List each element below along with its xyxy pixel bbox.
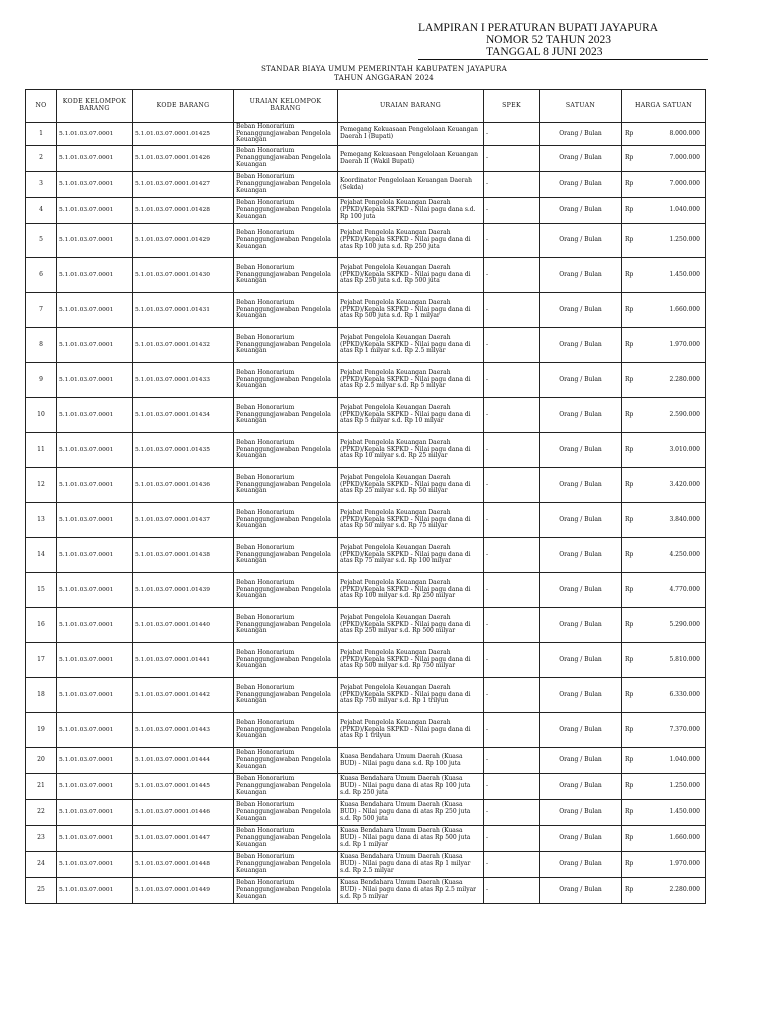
price-value: 6.330.000 — [669, 690, 700, 698]
table-row — [26, 573, 706, 608]
table-row — [26, 363, 706, 398]
row-number: 11 — [26, 433, 57, 468]
currency-label: Rp — [625, 860, 634, 868]
satuan-cell: Orang / Bulan — [540, 293, 622, 328]
row-number: 6 — [26, 258, 57, 293]
spek-cell: - — [484, 713, 540, 748]
table-row — [26, 713, 706, 748]
kode-barang-cell: 5.1.01.03.07.0001.01427 — [133, 172, 234, 198]
satuan-cell: Orang / Bulan — [540, 172, 622, 198]
row-number: 10 — [26, 398, 57, 433]
spek-cell: - — [484, 503, 540, 538]
kode-kelompok-cell: 5.1.01.03.07.0001 — [57, 800, 133, 826]
kode-kelompok-cell: 5.1.01.03.07.0001 — [57, 608, 133, 643]
uraian-kelompok-cell: Beban Honorarium Penanggungjawaban Pengelola Keuangan — [234, 878, 338, 904]
uraian-barang-cell: Pejabat Pengelola Keuangan Daerah (PPKD)/Kepala SKPKD - Nilai pagu dana di atas Rp 10 milyar s.d. Rp 25 milyar — [338, 433, 484, 468]
row-number: 18 — [26, 678, 57, 713]
kode-barang-cell: 5.1.01.03.07.0001.01437 — [133, 503, 234, 538]
uraian-barang-cell: Kuasa Bendahara Umum Daerah (Kuasa BUD) - Nilai pagu dana di atas Rp 100 juta s.d. Rp 250 juta — [338, 774, 484, 800]
row-number: 1 — [26, 123, 57, 146]
table-row — [26, 468, 706, 503]
kode-kelompok-cell: 5.1.01.03.07.0001 — [57, 172, 133, 198]
uraian-kelompok-cell: Beban Honorarium Penanggungjawaban Pengelola Keuangan — [234, 573, 338, 608]
table-row — [26, 503, 706, 538]
table-row — [26, 433, 706, 468]
satuan-cell: Orang / Bulan — [540, 468, 622, 503]
uraian-kelompok-cell: Beban Honorarium Penanggungjawaban Pengelola Keuangan — [234, 328, 338, 363]
satuan-cell: Orang / Bulan — [540, 774, 622, 800]
uraian-kelompok-cell: Beban Honorarium Penanggungjawaban Pengelola Keuangan — [234, 172, 338, 198]
currency-label: Rp — [625, 834, 634, 842]
price-value: 1.250.000 — [669, 782, 700, 790]
harga-satuan-cell — [622, 224, 706, 258]
row-number: 12 — [26, 468, 57, 503]
row-number: 16 — [26, 608, 57, 643]
satuan-cell: Orang / Bulan — [540, 398, 622, 433]
harga-satuan-cell — [622, 713, 706, 748]
uraian-kelompok-cell: Beban Honorarium Penanggungjawaban Pengelola Keuangan — [234, 258, 338, 293]
price-value: 1.450.000 — [669, 270, 700, 278]
price-value: 3.010.000 — [669, 445, 700, 453]
row-number: 15 — [26, 573, 57, 608]
kode-kelompok-cell: 5.1.01.03.07.0001 — [57, 468, 133, 503]
currency-label: Rp — [625, 585, 634, 593]
currency-label: Rp — [625, 655, 634, 663]
spek-cell: - — [484, 146, 540, 172]
harga-satuan-cell — [622, 363, 706, 398]
uraian-barang-cell: Kuasa Bendahara Umum Daerah (Kuasa BUD) - Nilai pagu dana s.d. Rp 100 juta — [338, 748, 484, 774]
uraian-barang-cell: Pejabat Pengelola Keuangan Daerah (PPKD)/Kepala SKPKD - Nilai pagu dana di atas Rp 75 milyar s.d. Rp 100 milyar — [338, 538, 484, 573]
row-number: 24 — [26, 852, 57, 878]
table-row — [26, 878, 706, 904]
satuan-cell: Orang / Bulan — [540, 678, 622, 713]
uraian-barang-cell: Kuasa Bendahara Umum Daerah (Kuasa BUD) - Nilai pagu dana di atas Rp 250 juta s.d. Rp 500 juta — [338, 800, 484, 826]
kode-barang-cell: 5.1.01.03.07.0001.01444 — [133, 748, 234, 774]
uraian-barang-cell: Pejabat Pengelola Keuangan Daerah (PPKD)/Kepala SKPKD - Nilai pagu dana di atas Rp 100 juta s.d. Rp 250 juta — [338, 224, 484, 258]
price-value: 1.970.000 — [669, 860, 700, 868]
satuan-cell: Orang / Bulan — [540, 146, 622, 172]
satuan-cell: Orang / Bulan — [540, 363, 622, 398]
kode-kelompok-cell: 5.1.01.03.07.0001 — [57, 293, 133, 328]
kode-barang-cell: 5.1.01.03.07.0001.01434 — [133, 398, 234, 433]
harga-satuan-cell — [622, 826, 706, 852]
currency-label: Rp — [625, 756, 634, 764]
currency-label: Rp — [625, 480, 634, 488]
harga-satuan-cell — [622, 678, 706, 713]
row-number: 14 — [26, 538, 57, 573]
table-row — [26, 643, 706, 678]
kode-barang-cell: 5.1.01.03.07.0001.01425 — [133, 123, 234, 146]
spek-cell: - — [484, 363, 540, 398]
table-row — [26, 398, 706, 433]
table-row — [26, 852, 706, 878]
uraian-kelompok-cell: Beban Honorarium Penanggungjawaban Pengelola Keuangan — [234, 398, 338, 433]
currency-label: Rp — [625, 375, 634, 383]
kode-kelompok-cell: 5.1.01.03.07.0001 — [57, 363, 133, 398]
currency-label: Rp — [625, 725, 634, 733]
row-number: 22 — [26, 800, 57, 826]
kode-kelompok-cell: 5.1.01.03.07.0001 — [57, 258, 133, 293]
harga-satuan-cell — [622, 146, 706, 172]
satuan-cell: Orang / Bulan — [540, 800, 622, 826]
kode-barang-cell: 5.1.01.03.07.0001.01428 — [133, 198, 234, 224]
harga-satuan-cell — [622, 852, 706, 878]
spek-cell: - — [484, 468, 540, 503]
currency-label: Rp — [625, 445, 634, 453]
satuan-cell: Orang / Bulan — [540, 258, 622, 293]
spek-cell: - — [484, 573, 540, 608]
row-number: 23 — [26, 826, 57, 852]
uraian-kelompok-cell: Beban Honorarium Penanggungjawaban Pengelola Keuangan — [234, 608, 338, 643]
uraian-barang-cell: Pejabat Pengelola Keuangan Daerah (PPKD)/Kepala SKPKD - Nilai pagu dana di atas Rp 750 milyar s.d. Rp 1 trilyun — [338, 678, 484, 713]
spek-cell: - — [484, 748, 540, 774]
uraian-barang-cell: Pejabat Pengelola Keuangan Daerah (PPKD)/Kepala SKPKD - Nilai pagu dana di atas Rp 2.5 milyar s.d. Rp 5 milyar — [338, 363, 484, 398]
column-header-satuan: SATUAN — [540, 90, 622, 123]
column-header-uraian-kelompok: URAIAN KELOMPOK BARANG — [234, 90, 338, 123]
kode-barang-cell: 5.1.01.03.07.0001.01438 — [133, 538, 234, 573]
satuan-cell: Orang / Bulan — [540, 123, 622, 146]
kode-kelompok-cell: 5.1.01.03.07.0001 — [57, 878, 133, 904]
harga-satuan-cell — [622, 293, 706, 328]
currency-label: Rp — [625, 782, 634, 790]
kode-barang-cell: 5.1.01.03.07.0001.01449 — [133, 878, 234, 904]
price-value: 2.590.000 — [669, 410, 700, 418]
uraian-kelompok-cell: Beban Honorarium Penanggungjawaban Pengelola Keuangan — [234, 123, 338, 146]
kode-barang-cell: 5.1.01.03.07.0001.01432 — [133, 328, 234, 363]
spek-cell: - — [484, 608, 540, 643]
spek-cell: - — [484, 293, 540, 328]
price-value: 3.420.000 — [669, 480, 700, 488]
spek-cell: - — [484, 852, 540, 878]
title-line-2: TAHUN ANGGARAN 2024 — [334, 73, 434, 82]
kode-barang-cell: 5.1.01.03.07.0001.01443 — [133, 713, 234, 748]
harga-satuan-cell — [622, 878, 706, 904]
nomor-line: NOMOR 52 TAHUN 2023 — [486, 34, 612, 46]
currency-label: Rp — [625, 886, 634, 894]
uraian-barang-cell: Pejabat Pengelola Keuangan Daerah (PPKD)/Kepala SKPKD - Nilai pagu dana di atas Rp 1 milyar s.d. Rp 2.5 milyar — [338, 328, 484, 363]
kode-barang-cell: 5.1.01.03.07.0001.01439 — [133, 573, 234, 608]
currency-label: Rp — [625, 340, 634, 348]
harga-satuan-cell — [622, 774, 706, 800]
row-number: 2 — [26, 146, 57, 172]
kode-barang-cell: 5.1.01.03.07.0001.01442 — [133, 678, 234, 713]
price-value: 4.250.000 — [669, 550, 700, 558]
satuan-cell: Orang / Bulan — [540, 503, 622, 538]
kode-kelompok-cell: 5.1.01.03.07.0001 — [57, 774, 133, 800]
uraian-barang-cell: Pejabat Pengelola Keuangan Daerah (PPKD)/Kepala SKPKD - Nilai pagu dana di atas Rp 250 juta s.d. Rp 500 juta — [338, 258, 484, 293]
kode-barang-cell: 5.1.01.03.07.0001.01436 — [133, 468, 234, 503]
uraian-barang-cell: Pejabat Pengelola Keuangan Daerah (PPKD)/Kepala SKPKD - Nilai pagu dana di atas Rp 100 milyar s.d. Rp 250 milyar — [338, 573, 484, 608]
currency-label: Rp — [625, 129, 634, 137]
row-number: 21 — [26, 774, 57, 800]
kode-barang-cell: 5.1.01.03.07.0001.01447 — [133, 826, 234, 852]
table-row — [26, 146, 706, 172]
kode-kelompok-cell: 5.1.01.03.07.0001 — [57, 328, 133, 363]
table-header-row — [26, 90, 706, 123]
column-header-harga: HARGA SATUAN — [622, 90, 706, 123]
kode-kelompok-cell: 5.1.01.03.07.0001 — [57, 538, 133, 573]
kode-kelompok-cell: 5.1.01.03.07.0001 — [57, 852, 133, 878]
spek-cell: - — [484, 398, 540, 433]
kode-barang-cell: 5.1.01.03.07.0001.01446 — [133, 800, 234, 826]
harga-satuan-cell — [622, 398, 706, 433]
currency-label: Rp — [625, 550, 634, 558]
harga-satuan-cell — [622, 608, 706, 643]
harga-satuan-cell — [622, 328, 706, 363]
uraian-kelompok-cell: Beban Honorarium Penanggungjawaban Pengelola Keuangan — [234, 198, 338, 224]
kode-kelompok-cell: 5.1.01.03.07.0001 — [57, 123, 133, 146]
column-header-uraian-barang: URAIAN BARANG — [338, 90, 484, 123]
price-value: 1.970.000 — [669, 340, 700, 348]
sbu-table — [25, 89, 706, 904]
price-value: 1.250.000 — [669, 236, 700, 244]
uraian-kelompok-cell: Beban Honorarium Penanggungjawaban Pengelola Keuangan — [234, 643, 338, 678]
kode-barang-cell: 5.1.01.03.07.0001.01426 — [133, 146, 234, 172]
kode-kelompok-cell: 5.1.01.03.07.0001 — [57, 146, 133, 172]
kode-barang-cell: 5.1.01.03.07.0001.01431 — [133, 293, 234, 328]
kode-kelompok-cell: 5.1.01.03.07.0001 — [57, 398, 133, 433]
kode-kelompok-cell: 5.1.01.03.07.0001 — [57, 713, 133, 748]
price-value: 7.000.000 — [669, 180, 700, 188]
price-value: 2.280.000 — [669, 886, 700, 894]
currency-label: Rp — [625, 515, 634, 523]
uraian-kelompok-cell: Beban Honorarium Penanggungjawaban Pengelola Keuangan — [234, 713, 338, 748]
satuan-cell: Orang / Bulan — [540, 643, 622, 678]
lampiran-header — [418, 22, 708, 60]
currency-label: Rp — [625, 270, 634, 278]
satuan-cell: Orang / Bulan — [540, 538, 622, 573]
kode-kelompok-cell: 5.1.01.03.07.0001 — [57, 748, 133, 774]
table-row — [26, 224, 706, 258]
harga-satuan-cell — [622, 258, 706, 293]
currency-label: Rp — [625, 206, 634, 214]
tanggal-line: TANGGAL 8 JUNI 2023 — [418, 46, 708, 60]
price-value: 2.280.000 — [669, 375, 700, 383]
uraian-kelompok-cell: Beban Honorarium Penanggungjawaban Pengelola Keuangan — [234, 748, 338, 774]
uraian-barang-cell: Pejabat Pengelola Keuangan Daerah (PPKD)/Kepala SKPKD - Nilai pagu dana di atas Rp 25 milyar s.d. Rp 50 milyar — [338, 468, 484, 503]
kode-barang-cell: 5.1.01.03.07.0001.01441 — [133, 643, 234, 678]
table-row — [26, 123, 706, 146]
table-row — [26, 328, 706, 363]
uraian-barang-cell: Pejabat Pengelola Keuangan Daerah (PPKD)/Kepala SKPKD - Nilai pagu dana di atas Rp 50 milyar s.d. Rp 75 milyar — [338, 503, 484, 538]
currency-label: Rp — [625, 690, 634, 698]
uraian-kelompok-cell: Beban Honorarium Penanggungjawaban Pengelola Keuangan — [234, 146, 338, 172]
row-number: 3 — [26, 172, 57, 198]
column-header-kode-barang: KODE BARANG — [133, 90, 234, 123]
kode-barang-cell: 5.1.01.03.07.0001.01433 — [133, 363, 234, 398]
price-value: 8.000.000 — [669, 129, 700, 137]
table-row — [26, 608, 706, 643]
table-row — [26, 800, 706, 826]
row-number: 7 — [26, 293, 57, 328]
spek-cell: - — [484, 328, 540, 363]
table-row — [26, 172, 706, 198]
currency-label: Rp — [625, 410, 634, 418]
uraian-barang-cell: Pemegang Kekuasaan Pengelolaan Keuangan Daerah II (Wakil Bupati) — [338, 146, 484, 172]
spek-cell: - — [484, 643, 540, 678]
row-number: 25 — [26, 878, 57, 904]
lampiran-line: LAMPIRAN I PERATURAN BUPATI JAYAPURA — [418, 22, 659, 34]
kode-kelompok-cell: 5.1.01.03.07.0001 — [57, 643, 133, 678]
harga-satuan-cell — [622, 468, 706, 503]
spek-cell: - — [484, 826, 540, 852]
table-row — [26, 748, 706, 774]
spek-cell: - — [484, 774, 540, 800]
price-value: 4.770.000 — [669, 585, 700, 593]
spek-cell: - — [484, 198, 540, 224]
uraian-barang-cell: Kuasa Bendahara Umum Daerah (Kuasa BUD) - Nilai pagu dana di atas Rp 2.5 milyar s.d. Rp 5 milyar — [338, 878, 484, 904]
currency-label: Rp — [625, 305, 634, 313]
harga-satuan-cell — [622, 198, 706, 224]
uraian-barang-cell: Pejabat Pengelola Keuangan Daerah (PPKD)/Kepala SKPKD - Nilai pagu dana di atas Rp 250 milyar s.d. Rp 500 milyar — [338, 608, 484, 643]
row-number: 4 — [26, 198, 57, 224]
satuan-cell: Orang / Bulan — [540, 573, 622, 608]
spek-cell: - — [484, 800, 540, 826]
currency-label: Rp — [625, 236, 634, 244]
harga-satuan-cell — [622, 123, 706, 146]
kode-kelompok-cell: 5.1.01.03.07.0001 — [57, 224, 133, 258]
row-number: 13 — [26, 503, 57, 538]
row-number: 17 — [26, 643, 57, 678]
price-value: 1.040.000 — [669, 756, 700, 764]
kode-kelompok-cell: 5.1.01.03.07.0001 — [57, 433, 133, 468]
harga-satuan-cell — [622, 538, 706, 573]
harga-satuan-cell — [622, 573, 706, 608]
kode-barang-cell: 5.1.01.03.07.0001.01445 — [133, 774, 234, 800]
currency-label: Rp — [625, 808, 634, 816]
kode-barang-cell: 5.1.01.03.07.0001.01429 — [133, 224, 234, 258]
uraian-kelompok-cell: Beban Honorarium Penanggungjawaban Pengelola Keuangan — [234, 678, 338, 713]
harga-satuan-cell — [622, 643, 706, 678]
price-value: 1.450.000 — [669, 808, 700, 816]
spek-cell: - — [484, 258, 540, 293]
spek-cell: - — [484, 172, 540, 198]
price-value: 1.660.000 — [669, 834, 700, 842]
uraian-kelompok-cell: Beban Honorarium Penanggungjawaban Pengelola Keuangan — [234, 433, 338, 468]
spek-cell: - — [484, 433, 540, 468]
price-value: 1.660.000 — [669, 305, 700, 313]
uraian-kelompok-cell: Beban Honorarium Penanggungjawaban Pengelola Keuangan — [234, 538, 338, 573]
spek-cell: - — [484, 224, 540, 258]
kode-barang-cell: 5.1.01.03.07.0001.01430 — [133, 258, 234, 293]
uraian-barang-cell: Koordinator Pengelolaan Keuangan Daerah (Sekda) — [338, 172, 484, 198]
satuan-cell: Orang / Bulan — [540, 328, 622, 363]
uraian-kelompok-cell: Beban Honorarium Penanggungjawaban Pengelola Keuangan — [234, 224, 338, 258]
table-row — [26, 538, 706, 573]
satuan-cell: Orang / Bulan — [540, 608, 622, 643]
uraian-barang-cell: Pemegang Kekuasaan Pengelolaan Keuangan Daerah I (Bupati) — [338, 123, 484, 146]
table-row — [26, 258, 706, 293]
kode-kelompok-cell: 5.1.01.03.07.0001 — [57, 573, 133, 608]
row-number: 9 — [26, 363, 57, 398]
kode-kelompok-cell: 5.1.01.03.07.0001 — [57, 826, 133, 852]
table-row — [26, 826, 706, 852]
satuan-cell: Orang / Bulan — [540, 748, 622, 774]
uraian-barang-cell: Pejabat Pengelola Keuangan Daerah (PPKD)/Kepala SKPKD - Nilai pagu dana di atas Rp 500 milyar s.d. Rp 750 milyar — [338, 643, 484, 678]
harga-satuan-cell — [622, 172, 706, 198]
currency-label: Rp — [625, 180, 634, 188]
column-header-no: NO — [26, 90, 57, 123]
uraian-kelompok-cell: Beban Honorarium Penanggungjawaban Pengelola Keuangan — [234, 774, 338, 800]
table-row — [26, 678, 706, 713]
price-value: 7.000.000 — [669, 154, 700, 162]
uraian-kelompok-cell: Beban Honorarium Penanggungjawaban Pengelola Keuangan — [234, 800, 338, 826]
currency-label: Rp — [625, 620, 634, 628]
kode-kelompok-cell: 5.1.01.03.07.0001 — [57, 678, 133, 713]
title-line-1: STANDAR BIAYA UMUM PEMERINTAH KABUPATEN JAYAPURA — [261, 64, 507, 73]
price-value: 7.370.000 — [669, 725, 700, 733]
column-header-spek: SPEK — [484, 90, 540, 123]
satuan-cell: Orang / Bulan — [540, 713, 622, 748]
row-number: 8 — [26, 328, 57, 363]
harga-satuan-cell — [622, 800, 706, 826]
uraian-kelompok-cell: Beban Honorarium Penanggungjawaban Pengelola Keuangan — [234, 826, 338, 852]
uraian-barang-cell: Kuasa Bendahara Umum Daerah (Kuasa BUD) - Nilai pagu dana di atas Rp 500 juta s.d. Rp 1 milyar — [338, 826, 484, 852]
table-row — [26, 774, 706, 800]
row-number: 20 — [26, 748, 57, 774]
column-header-kode-kelompok: KODE KELOMPOK BARANG — [57, 90, 133, 123]
satuan-cell: Orang / Bulan — [540, 433, 622, 468]
satuan-cell: Orang / Bulan — [540, 198, 622, 224]
uraian-barang-cell: Pejabat Pengelola Keuangan Daerah (PPKD)/Kepala SKPKD - Nilai pagu dana di atas Rp 500 juta s.d. Rp 1 milyar — [338, 293, 484, 328]
kode-kelompok-cell: 5.1.01.03.07.0001 — [57, 503, 133, 538]
price-value: 3.840.000 — [669, 515, 700, 523]
uraian-kelompok-cell: Beban Honorarium Penanggungjawaban Pengelola Keuangan — [234, 363, 338, 398]
kode-barang-cell: 5.1.01.03.07.0001.01440 — [133, 608, 234, 643]
uraian-kelompok-cell: Beban Honorarium Penanggungjawaban Pengelola Keuangan — [234, 468, 338, 503]
row-number: 19 — [26, 713, 57, 748]
kode-barang-cell: 5.1.01.03.07.0001.01448 — [133, 852, 234, 878]
uraian-kelompok-cell: Beban Honorarium Penanggungjawaban Pengelola Keuangan — [234, 503, 338, 538]
document-title — [0, 64, 768, 82]
table-row — [26, 293, 706, 328]
spek-cell: - — [484, 538, 540, 573]
row-number: 5 — [26, 224, 57, 258]
uraian-barang-cell: Pejabat Pengelola Keuangan Daerah (PPKD)/Kepala SKPKD - Nilai pagu dana di atas Rp 5 milyar s.d. Rp 10 milyar — [338, 398, 484, 433]
kode-barang-cell: 5.1.01.03.07.0001.01435 — [133, 433, 234, 468]
table-body — [26, 123, 706, 904]
spek-cell: - — [484, 678, 540, 713]
uraian-kelompok-cell: Beban Honorarium Penanggungjawaban Pengelola Keuangan — [234, 293, 338, 328]
satuan-cell: Orang / Bulan — [540, 852, 622, 878]
uraian-kelompok-cell: Beban Honorarium Penanggungjawaban Pengelola Keuangan — [234, 852, 338, 878]
currency-label: Rp — [625, 154, 634, 162]
table-row — [26, 198, 706, 224]
kode-kelompok-cell: 5.1.01.03.07.0001 — [57, 198, 133, 224]
satuan-cell: Orang / Bulan — [540, 826, 622, 852]
price-value: 5.810.000 — [669, 655, 700, 663]
uraian-barang-cell: Pejabat Pengelola Keuangan Daerah (PPKD)/Kepala SKPKD - Nilai pagu dana s.d. Rp 100 juta — [338, 198, 484, 224]
harga-satuan-cell — [622, 503, 706, 538]
price-value: 5.290.000 — [669, 620, 700, 628]
price-value: 1.040.000 — [669, 206, 700, 214]
satuan-cell: Orang / Bulan — [540, 878, 622, 904]
spek-cell: - — [484, 878, 540, 904]
harga-satuan-cell — [622, 433, 706, 468]
spek-cell: - — [484, 123, 540, 146]
uraian-barang-cell: Pejabat Pengelola Keuangan Daerah (PPKD)/Kepala SKPKD - Nilai pagu dana di atas Rp 1 trilyun — [338, 713, 484, 748]
uraian-barang-cell: Kuasa Bendahara Umum Daerah (Kuasa BUD) - Nilai pagu dana di atas Rp 1 milyar s.d. Rp 2.5 milyar — [338, 852, 484, 878]
harga-satuan-cell — [622, 748, 706, 774]
satuan-cell: Orang / Bulan — [540, 224, 622, 258]
